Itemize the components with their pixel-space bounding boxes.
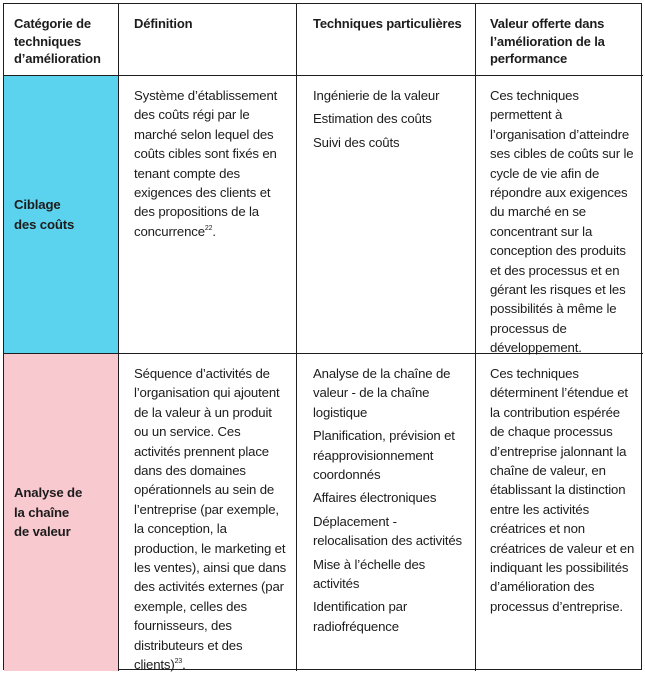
definition-cell [119,76,297,354]
row-label-cost-targeting [4,76,119,354]
techniques-cell [297,76,476,354]
header-category: Catégorie de techniques d’amélioration [4,4,119,76]
row-label-line: Analyse de [14,485,83,501]
improvement-techniques-table [3,3,642,673]
header-value: Valeur offerte dans l’amélioration de la performance [476,4,643,76]
footnote-ref: 22 [204,224,213,232]
technique-item: Estimation des coûts [313,111,432,127]
technique-item: Déplacement - relocalisation des activités [313,513,462,549]
techniques-cell [297,354,476,671]
footnote-ref: 23 [174,658,183,666]
row-label-line: Ciblage [14,197,61,212]
row-label-line: la chaîne [14,504,70,520]
row-label-line: de valeur [14,524,71,540]
technique-item: Affaires électroniques [313,490,437,506]
header-techniques: Techniques particulières [297,4,476,76]
row-label-value-chain [4,354,119,671]
definition-cell [119,354,297,671]
technique-item: Suivi des coûts [313,134,400,150]
definition-text: Séquence d’activités de l’organisation qui ajoutent de la valeur à un produit ou un service. Ces activités prennent place dans des domaines opérationnels au sein de l’entreprise (par exemple, la conception, la production, le marketing et les ventes), ainsi que dans des activités externes (par exemple, celles des fournisseurs, des distributeurs et des clients) [134,366,287,673]
technique-item: Identification par radiofréquence [313,599,408,634]
row-label-line: des coûts [14,216,75,232]
header-definition: Définition [119,4,297,76]
definition-text: Système d’établissement des coûts régi par le marché selon lequel des coûts cibles sont fixés en tenant compte des exigences des clients et des propositions de la concurrence [134,88,278,239]
definition-end: . [182,657,186,673]
technique-item: Ingénierie de la valeur [313,88,440,103]
technique-item: Analyse de la chaîne de valeur - de la chaîne logistique [313,366,451,420]
value-cell: Ces techniques permettent à l’organisation d’atteindre ses cibles de coûts sur le cycle de vie afin de répondre aux exigences du marché en se concentrant sur la conception des produits et des processus et en gérant les risques et les possibilités à même le processus de développement. [476,76,643,354]
technique-item: Planification, prévision et réapprovisionnement coordonnés [313,428,455,483]
value-cell: Ces techniques déterminent l’étendue et la contribution espérée de chaque processus d’entreprise jalonnant la chaîne de valeur, en établissant la distinction entre les activités créatrices et non créatrices de valeur et en indiquant les possibilités d’amélioration des processus d’entreprise. [490,366,635,614]
technique-item: Mise à l’échelle des activités [313,556,426,592]
definition-end: . [212,223,216,239]
